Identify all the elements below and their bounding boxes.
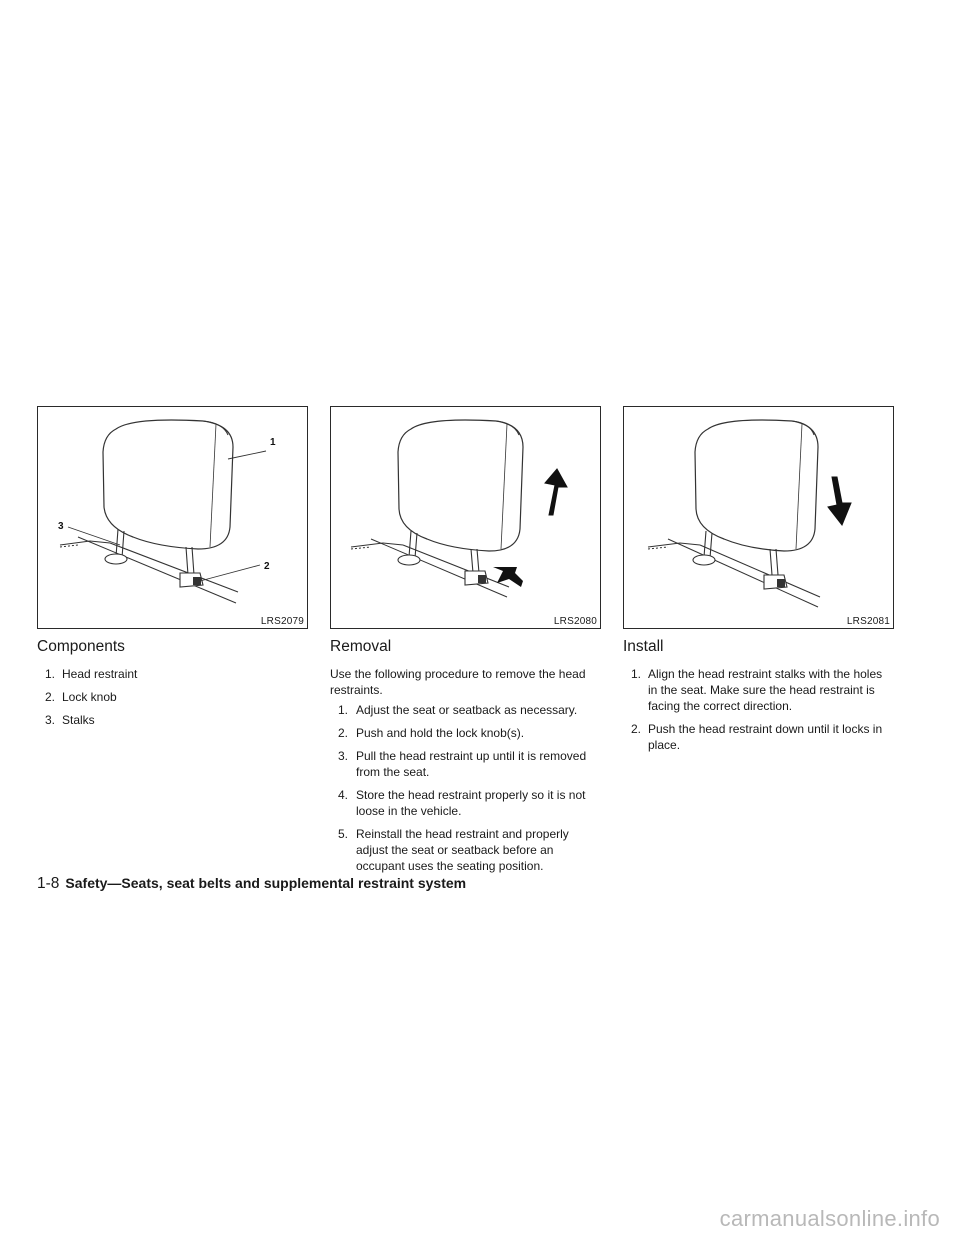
list-item: 3. Pull the head restraint up until it is removed from the seat. [338,749,587,779]
removal-intro: Use the following procedure to remove the head restraints. [330,667,586,697]
removal-steps [330,702,601,874]
section-heading-removal: Removal [330,638,392,655]
section-heading-install: Install [623,638,664,655]
list-item: 5. Reinstall the head restraint and properly adjust the seat or seatback before an occupant uses the seating position. [338,827,569,873]
svg-text:3: 3 [58,521,64,532]
list-item: 2. Lock knob [45,690,117,704]
list-item: 1. Head restraint [45,667,138,681]
install-column [623,406,894,760]
head-restraint-install-illustration [624,407,893,628]
page-number: 1-8 [37,875,60,892]
svg-text:2: 2 [264,561,270,572]
list-item: 3. Stalks [45,713,95,727]
svg-text:1: 1 [270,437,276,448]
figure-code: LRS2079 [260,616,304,627]
components-list [37,666,308,728]
list-item: 4. Store the head restraint properly so it is not loose in the vehicle. [338,788,586,818]
figure-code: LRS2081 [846,616,890,627]
removal-column [330,406,601,881]
head-restraint-removal-illustration [331,407,600,628]
list-item: 1. Align the head restraint stalks with the holes in the seat. Make sure the head restraint is facing the correct direction. [631,667,883,713]
list-item: 2. Push the head restraint down until it locks in place. [631,722,883,752]
section-heading-components: Components [37,638,125,655]
watermark: carmanualsonline.info [719,1206,940,1231]
install-steps [623,666,894,753]
figure-code: LRS2080 [553,616,597,627]
figure-install [623,406,894,629]
components-column [37,406,308,735]
list-item: 2. Push and hold the lock knob(s). [338,726,525,740]
list-item: 1. Adjust the seat or seatback as necessary. [338,703,578,717]
page-footer [37,875,466,893]
figure-removal [330,406,601,629]
chapter-title: Safety—Seats, seat belts and supplemental restraint system [65,875,467,891]
head-restraint-illustration [38,407,307,628]
figure-components [37,406,308,629]
